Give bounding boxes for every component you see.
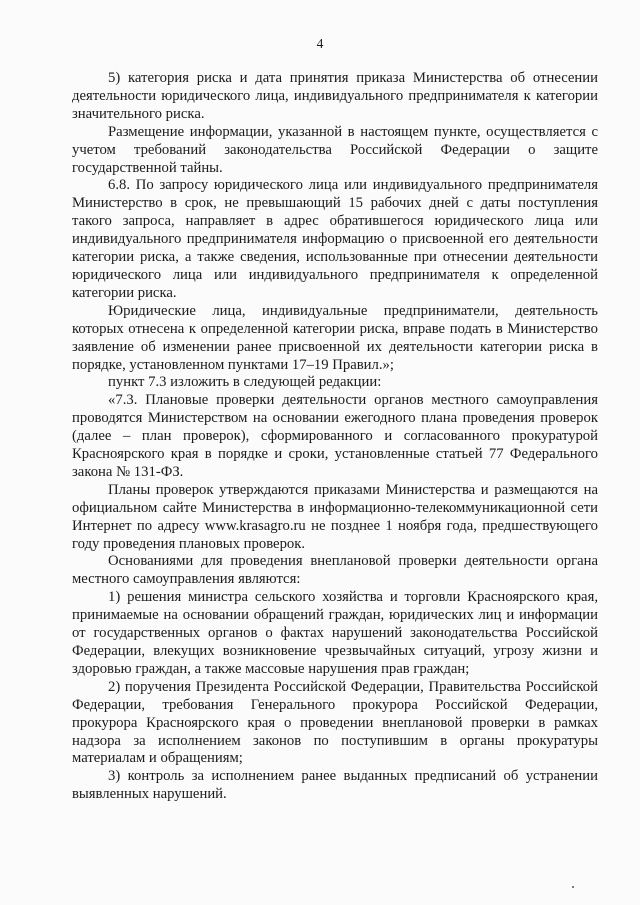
paragraph-item-7-3-intro: пункт 7.3 изложить в следующей редакции: <box>108 374 382 391</box>
paragraph-inspection-plans: Планы проверок утверждаются приказами Министерства и размещаются на официальном сайте Министерства в информационно-телекоммуникационной сети Интернет по адресу www.krasagro.ru не позднее 1 ноября года, предшествующего году проведения плановых проверок. <box>72 481 598 552</box>
document-body <box>72 70 598 804</box>
paragraph-ground-1: 1) решения министра сельского хозяйства и торговли Красноярского края, принимаемые на основании обращений граждан, юридических лиц и информации от государственных органов о фактах нарушений законодательства Российской Федерации, влекущих возникновение чрезвычайных ситуаций, угрозу жизни и здоровью граждан, а также массовые нарушения прав граждан; <box>72 589 598 677</box>
scan-speck <box>572 886 574 888</box>
paragraph-ground-3: 3) контроль за исполнением ранее выданных предписаний об устранении выявленных нарушений. <box>72 768 598 803</box>
paragraph-change-category-request: Юридические лица, индивидуальные предприниматели, деятельность которых отнесена к определенной категории риска, вправе подать в Министерство заявление об изменении ранее присвоенной их деятельности категории риска в порядке, установленном пунктами 17–19 Правил.»; <box>72 302 598 373</box>
paragraph-7-3-planned-inspections: «7.3. Плановые проверки деятельности органов местного самоуправления проводятся Министерством на основании ежегодного плана проведения проверок (далее – план проверок), сформированного и согласованного прокуратурой Красноярского края в порядке и сроки, установленные статьей 77 Федерального закона № 131-ФЗ. <box>72 392 598 480</box>
paragraph-state-secret: Размещение информации, указанной в настоящем пункте, осуществляется с учетом требований законодательства Российской Федерации о защите государственной тайны. <box>72 123 598 176</box>
page-number: 4 <box>316 36 324 51</box>
paragraph-6-8-request: 6.8. По запросу юридического лица или индивидуального предпринимателя Министерство в срок, не превышающий 15 рабочих дней с даты поступления такого запроса, направляет в адрес обратившегося юридического лица или индивидуального предпринимателя информацию о присвоенной его деятельности категории риска, а также сведения, использованные при отнесении деятельности юридического лица или индивидуального предпринимателя к определенной категории риска. <box>72 177 598 301</box>
paragraph-unscheduled-grounds: Основаниями для проведения внеплановой проверки деятельности органа местного самоуправления являются: <box>72 553 598 588</box>
paragraph-ground-2: 2) поручения Президента Российской Федерации, Правительства Российской Федерации, требования Генерального прокурора Российской Федерации, прокурора Красноярского края о проведении внеплановой проверки в рамках надзора за исполнением законов по поступившим в органы прокуратуры материалам и обращениям; <box>72 678 598 767</box>
paragraph-risk-category-item-5: 5) категория риска и дата принятия приказа Министерства об отнесении деятельности юридического лица, индивидуального предпринимателя к категории значительного риска. <box>72 70 598 122</box>
